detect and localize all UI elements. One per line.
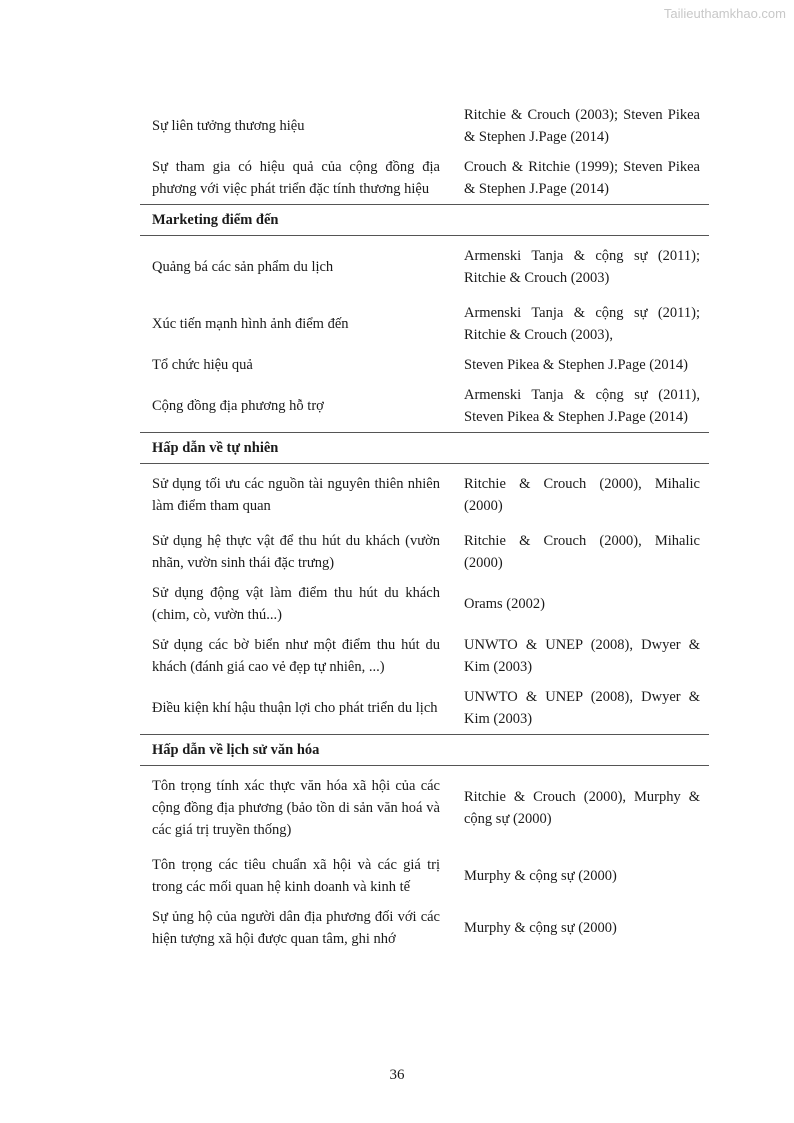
section-heading: Hấp dẫn về tự nhiên xyxy=(140,433,709,464)
criteria-table xyxy=(140,100,709,954)
source-cell: Murphy & cộng sự (2000) xyxy=(464,868,617,884)
source-cell: Orams (2002) xyxy=(464,596,545,612)
page-number: 36 xyxy=(389,1067,405,1083)
source-cell: UNWTO & UNEP (2008), Dwyer & Kim (2003) xyxy=(464,689,700,727)
table-row xyxy=(140,100,709,152)
table-row xyxy=(140,902,709,954)
criterion-cell: Sự liên tưởng thương hiệu xyxy=(152,118,305,134)
table-row xyxy=(140,380,709,433)
table-row xyxy=(140,578,709,630)
table-row xyxy=(140,298,709,350)
source-cell: Ritchie & Crouch (2003); Steven Pikea & Stephen J.Page (2014) xyxy=(464,107,700,145)
criterion-cell: Cộng đồng địa phương hỗ trợ xyxy=(152,398,324,414)
criterion-cell: Sự tham gia có hiệu quả của cộng đồng địa phương với việc phát triển đặc tính thương hiệu xyxy=(152,159,440,197)
source-cell: Ritchie & Crouch (2000), Mihalic (2000) xyxy=(464,533,700,571)
table-row xyxy=(140,464,709,527)
section-heading-row xyxy=(140,205,709,236)
source-cell: Crouch & Ritchie (1999); Steven Pikea & Stephen J.Page (2014) xyxy=(464,159,700,197)
table-row xyxy=(140,526,709,578)
source-cell: UNWTO & UNEP (2008), Dwyer & Kim (2003) xyxy=(464,637,700,675)
table-row xyxy=(140,350,709,380)
table-row xyxy=(140,236,709,299)
source-cell: Murphy & cộng sự (2000) xyxy=(464,920,617,936)
source-cell: Armenski Tanja & cộng sự (2011); Ritchie & Crouch (2003), xyxy=(464,305,700,343)
criterion-cell: Điều kiện khí hậu thuận lợi cho phát triển du lịch xyxy=(152,700,438,716)
table-row xyxy=(140,682,709,735)
criterion-cell: Sử dụng tối ưu các nguồn tài nguyên thiên nhiên làm điểm tham quan xyxy=(152,476,440,514)
criterion-cell: Sử dụng các bờ biển như một điểm thu hút du khách (đánh giá cao vẻ đẹp tự nhiên, ...) xyxy=(152,637,440,675)
criterion-cell: Sử dụng động vật làm điểm thu hút du khách (chim, cò, vườn thú...) xyxy=(152,585,440,623)
criterion-cell: Sự ủng hộ của người dân địa phương đối với các hiện tượng xã hội được quan tâm, ghi nhớ xyxy=(152,909,440,947)
watermark: Tailieuthamkhao.com xyxy=(663,6,786,21)
table-row xyxy=(140,152,709,205)
source-cell: Ritchie & Crouch (2000), Mihalic (2000) xyxy=(464,476,700,514)
section-heading: Marketing điểm đến xyxy=(140,205,709,236)
source-cell: Ritchie & Crouch (2000), Murphy & cộng sự (2000) xyxy=(464,789,700,827)
section-heading: Hấp dẫn về lịch sử văn hóa xyxy=(140,735,709,766)
source-cell: Armenski Tanja & cộng sự (2011); Ritchie & Crouch (2003) xyxy=(464,248,700,286)
table-row xyxy=(140,630,709,682)
source-cell: Steven Pikea & Stephen J.Page (2014) xyxy=(464,357,688,373)
source-cell: Armenski Tanja & cộng sự (2011), Steven Pikea & Stephen J.Page (2014) xyxy=(464,387,700,425)
table-row xyxy=(140,766,709,851)
criterion-cell: Tổ chức hiệu quả xyxy=(152,357,253,373)
criterion-cell: Sử dụng hệ thực vật để thu hút du khách (vườn nhãn, vườn sinh thái đặc trưng) xyxy=(152,533,440,571)
table-row xyxy=(140,850,709,902)
criterion-cell: Tôn trọng các tiêu chuẩn xã hội và các giá trị trong các mối quan hệ kinh doanh và kinh tế xyxy=(152,857,440,895)
section-heading-row xyxy=(140,433,709,464)
criterion-cell: Tôn trọng tính xác thực văn hóa xã hội của các cộng đồng địa phương (bảo tồn di sản văn hoá và các giá trị truyền thống) xyxy=(152,778,440,838)
criterion-cell: Quảng bá các sản phẩm du lịch xyxy=(152,259,334,275)
section-heading-row xyxy=(140,735,709,766)
criterion-cell: Xúc tiến mạnh hình ảnh điểm đến xyxy=(152,316,349,332)
